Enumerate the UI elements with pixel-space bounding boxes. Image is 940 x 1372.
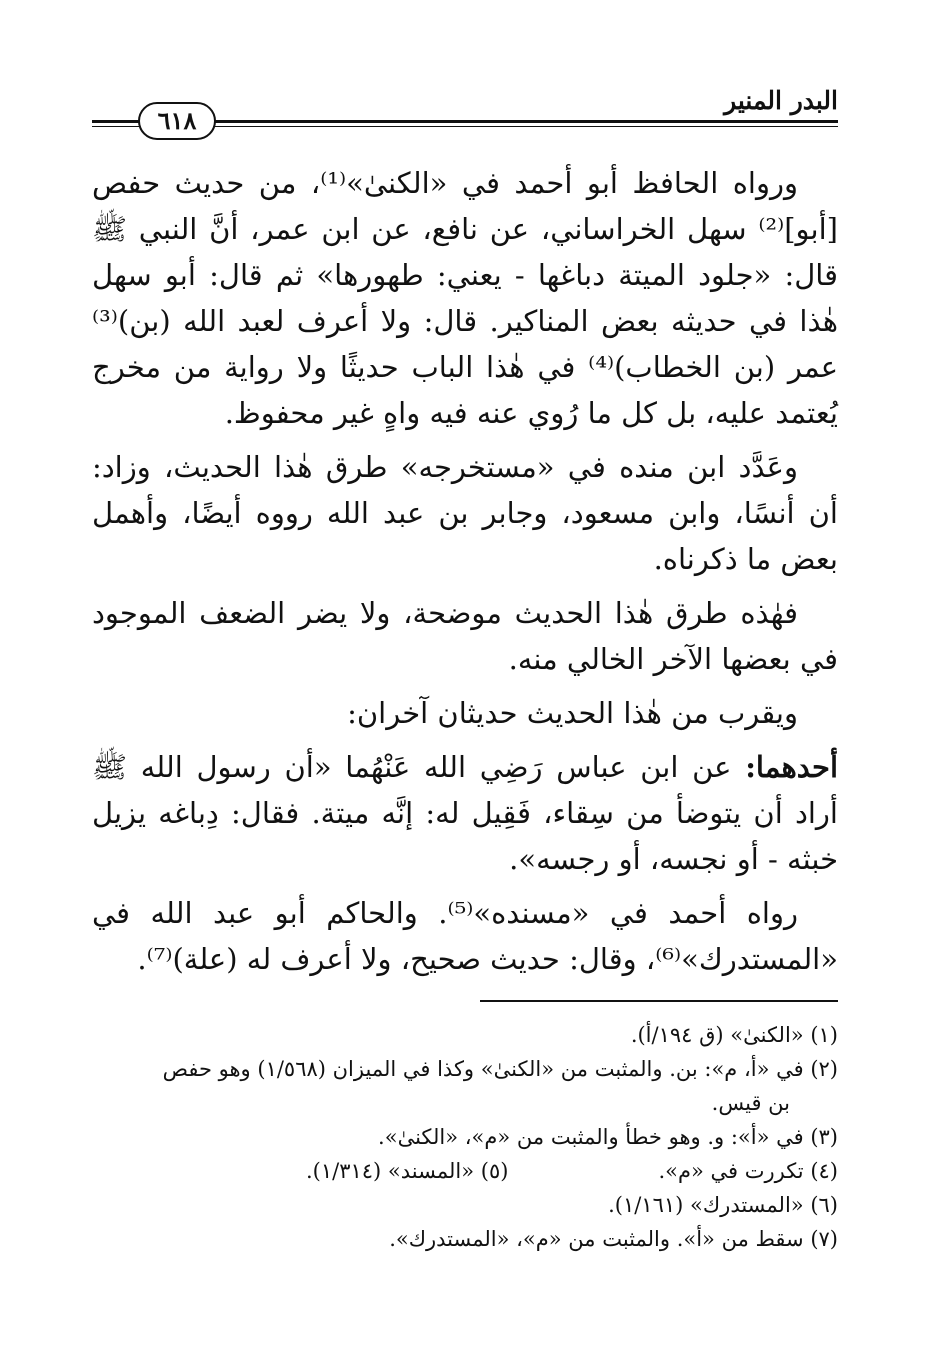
paragraph-2: وعَدَّد ابن منده في «مستخرجه» طرق هٰذا الحديث، وزاد: أن أنسًا، وابن مسعود، وجابر بن عبد الله رووه أيضًا، وأهمل بعض ما ذكرناه. (92, 450, 838, 576)
footnote-2-line-2: بن قيس. (711, 1091, 790, 1115)
footnote-2-line-1: (٢) في «أ، م»: بن. والمثبت من «الكنىٰ» وكذا في الميزان (١/٥٦٨) وهو حفص (162, 1057, 838, 1081)
page-header (92, 82, 838, 142)
footnote-2 (92, 1052, 838, 1120)
footnote-3: (٣) في «أ»: و. وهو خطأ والمثبت من «م»، «الكنىٰ». (378, 1125, 838, 1149)
paragraph-5 (92, 744, 838, 882)
footnote-7: (٧) سقط من «أ». والمثبت من «م»، «المستدرك». (389, 1227, 838, 1251)
footnote-1: (١) «الكنىٰ» (ق ١٩٤/أ). (630, 1023, 838, 1047)
main-text (92, 160, 838, 990)
paragraph-5-lead: أحدهما: (745, 750, 839, 784)
book-title: البدر المنير (718, 86, 838, 116)
footnote-6: (٦) «المستدرك» (١/١٦١). (608, 1193, 838, 1217)
paragraph-1: ورواه الحافظ أبو أحمد في «الكنىٰ»⁽¹⁾، من حديث حفص [أبو]⁽²⁾ سهل الخراساني، عن نافع، عن ابن عمر، أنَّ النبي ﷺ قال: «جلود الميتة دباغها - يعني: طهورها» ثم قال: أبو سهل هٰذا في حديثه بعض المناكير. قال: ولا أعرف لعبد الله (بن)⁽³⁾ عمر (بن الخطاب)⁽⁴⁾ في هٰذا الباب حديثًا ولا رواية من مخرج يُعتمد عليه، بل كل ما رُوي عنه فيه واهٍ غير محفوظ. (92, 166, 839, 430)
footnote-row-4-5 (92, 1154, 838, 1188)
paragraph-4: ويقرب من هٰذا الحديث حديثان آخران: (347, 696, 798, 730)
paragraph-3: فهٰذه طرق هٰذا الحديث موضحة، ولا يضر الضعف الموجود في بعضها الآخر الخالي منه. (92, 596, 838, 676)
footnote-5: (٥) «المسند» (١/٣١٤). (305, 1159, 509, 1183)
paragraph-5-text: عن ابن عباس رَضِي الله عَنْهُما «أن رسول الله ﷺ أراد أن يتوضأ من سِقاء، فَقِيل له: إنَّه ميتة. فقال: دِباغه يزيل خبثه - أو نجسه، أو رجسه». (92, 750, 838, 876)
page-number: ٦١٨ (138, 102, 216, 140)
footnote-4: (٤) تكررت في «م». (658, 1159, 838, 1183)
footnote-separator (480, 1000, 838, 1002)
paragraph-6: رواه أحمد في «مسنده»⁽⁵⁾. والحاكم أبو عبد الله في «المستدرك»⁽⁶⁾، وقال: حديث صحيح، ولا أعرف له (علة)⁽⁷⁾. (92, 896, 838, 976)
footnotes (92, 1018, 838, 1256)
